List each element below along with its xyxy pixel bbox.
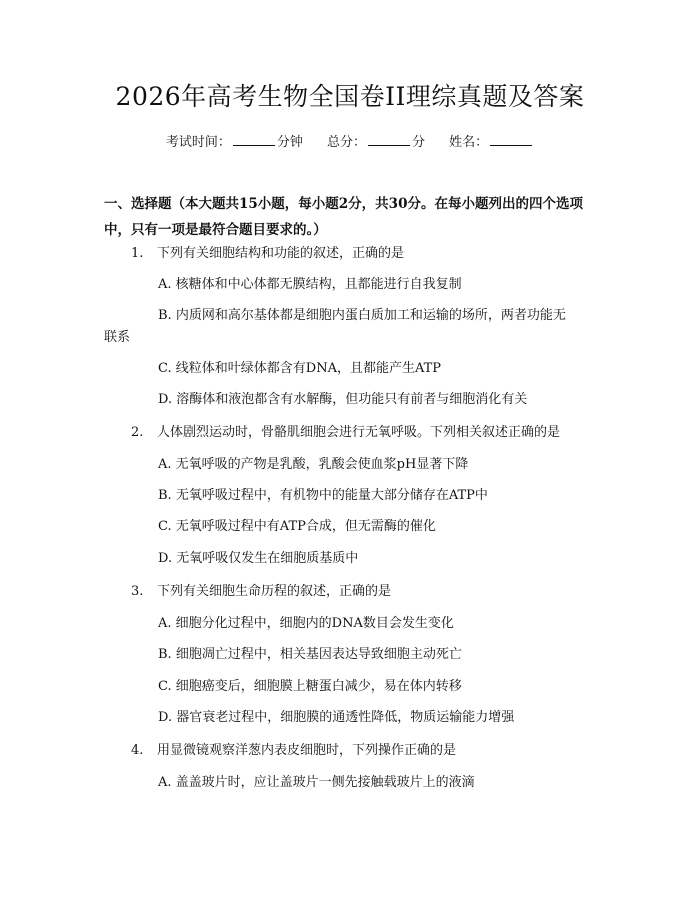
option-label: B. bbox=[158, 488, 172, 503]
option-line bbox=[158, 307, 566, 325]
option-line bbox=[158, 646, 462, 664]
option-line bbox=[158, 678, 462, 696]
student-name-field bbox=[449, 133, 534, 152]
exam-time-field bbox=[166, 133, 303, 152]
option-label: D. bbox=[158, 551, 173, 566]
exam-time-blank bbox=[233, 133, 275, 146]
question-text: 下列有关细胞生命历程的叙述，正确的是 bbox=[157, 584, 392, 599]
question-text: 下列有关细胞结构和功能的叙述，正确的是 bbox=[157, 246, 405, 261]
question-stem bbox=[131, 583, 391, 601]
option-text: 细胞凋亡过程中，相关基因表达导致细胞主动死亡 bbox=[175, 647, 462, 662]
option-label: D. bbox=[158, 392, 173, 407]
question-number: 2. bbox=[131, 425, 144, 440]
option-label: C. bbox=[158, 361, 172, 376]
option-label: A. bbox=[158, 775, 172, 790]
question-text: 用显微镜观察洋葱内表皮细胞时，下列操作正确的是 bbox=[157, 743, 457, 758]
student-name-label: 姓名： bbox=[449, 135, 489, 150]
question-number: 4. bbox=[131, 743, 144, 758]
option-line bbox=[158, 518, 436, 536]
option-line bbox=[158, 615, 454, 633]
total-score-blank bbox=[368, 133, 410, 146]
exam-time-label: 考试时间： bbox=[165, 135, 231, 150]
option-label: D. bbox=[158, 710, 173, 725]
option-text: 盖盖玻片时，应让盖玻片一侧先接触载玻片上的液滴 bbox=[175, 775, 475, 790]
question-number: 1. bbox=[131, 246, 144, 261]
option-line bbox=[158, 391, 527, 409]
option-text: 细胞癌变后，细胞膜上糖蛋白减少，易在体内转移 bbox=[175, 679, 462, 694]
option-text: 内质网和高尔基体都是细胞内蛋白质加工和运输的场所，两者功能无 bbox=[175, 308, 566, 323]
exam-info-bar bbox=[0, 133, 700, 152]
total-score-unit: 分 bbox=[412, 135, 426, 150]
option-text: 细胞分化过程中，细胞内的DNA数目会发生变化 bbox=[175, 616, 454, 631]
option-line bbox=[158, 456, 468, 474]
option-continuation: 联系 bbox=[104, 330, 131, 345]
option-line bbox=[158, 550, 358, 568]
section-heading: 一、选择题（本大题共15小题，每小题2分，共30分。在每小题列出的四个选项中，只有一项是最符合题目要求的。） bbox=[104, 196, 583, 238]
exam-time-unit: 分钟 bbox=[276, 135, 303, 150]
option-text: 核糖体和中心体都无膜结构，且都能进行自我复制 bbox=[175, 277, 462, 292]
question-text: 人体剧烈运动时，骨骼肌细胞会进行无氧呼吸。下列相关叙述正确的是 bbox=[157, 425, 561, 440]
option-text: 线粒体和叶绿体都含有DNA，且都能产生ATP bbox=[175, 361, 442, 376]
option-label: A. bbox=[158, 277, 172, 292]
student-name-blank bbox=[490, 133, 532, 146]
option-line bbox=[158, 709, 514, 727]
question-stem bbox=[131, 424, 560, 442]
option-text: 无氧呼吸过程中，有机物中的能量大部分储存在ATP中 bbox=[175, 488, 488, 503]
option-label: B. bbox=[158, 308, 172, 323]
question-number: 3. bbox=[131, 584, 144, 599]
option-text: 器官衰老过程中，细胞膜的通透性降低，物质运输能力增强 bbox=[176, 710, 515, 725]
page-title: 2026年高考生物全国卷II理综真题及答案 bbox=[115, 82, 585, 111]
option-text: 无氧呼吸仅发生在细胞质基质中 bbox=[176, 551, 359, 566]
option-line bbox=[158, 487, 488, 505]
option-text: 无氧呼吸的产物是乳酸，乳酸会使血浆pH显著下降 bbox=[175, 457, 469, 472]
option-line bbox=[158, 276, 462, 294]
option-line bbox=[158, 360, 441, 378]
option-text: 无氧呼吸过程中有ATP合成，但无需酶的催化 bbox=[175, 519, 436, 534]
option-line bbox=[158, 774, 475, 792]
total-score-field bbox=[327, 133, 425, 152]
option-label: C. bbox=[158, 519, 172, 534]
question-stem bbox=[131, 245, 404, 263]
option-label: A. bbox=[158, 457, 172, 472]
option-label: A. bbox=[158, 616, 172, 631]
option-label: C. bbox=[158, 679, 172, 694]
option-text: 溶酶体和液泡都含有水解酶，但功能只有前者与细胞消化有关 bbox=[176, 392, 528, 407]
option-label: B. bbox=[158, 647, 172, 662]
total-score-label: 总分： bbox=[326, 135, 366, 150]
question-stem bbox=[131, 742, 456, 760]
